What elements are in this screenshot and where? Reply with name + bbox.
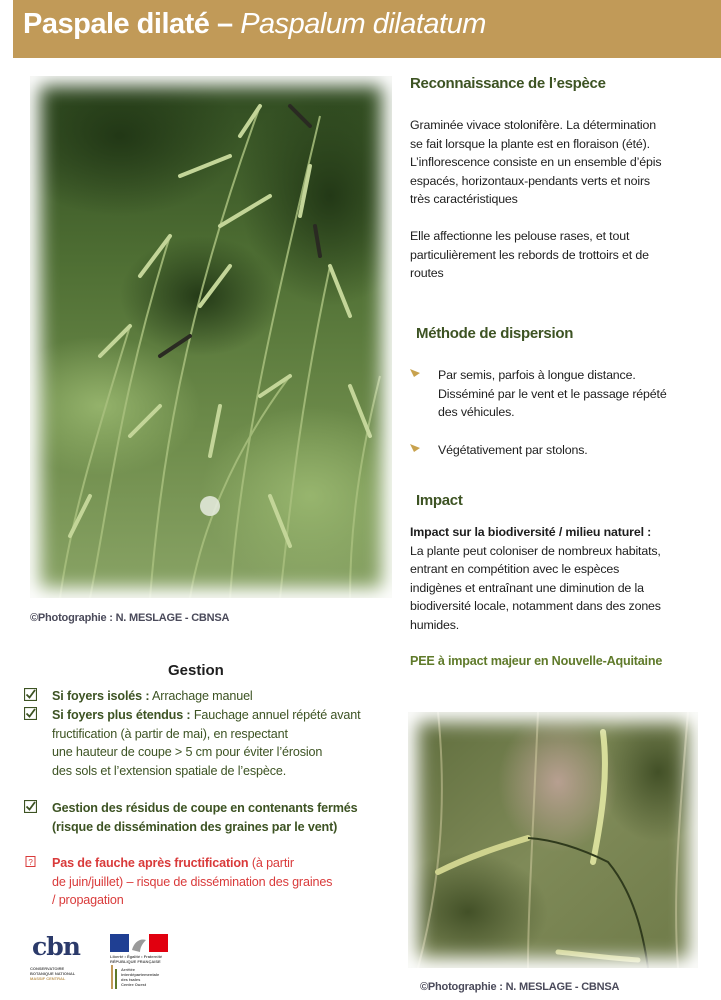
page-header	[13, 0, 721, 58]
cbn-logo-line: CONSERVATOIRE	[30, 966, 65, 971]
gestion-item-4-line: de juin/juillet) – risque de dissémination des graines	[52, 874, 333, 889]
impact-line: humides.	[410, 617, 460, 632]
warning-box-icon	[24, 855, 37, 868]
gestion-item-2-text: Fauchage annuel répété avant	[190, 708, 361, 722]
dispersion-bullet-2	[410, 441, 710, 461]
impact-line: La plante peut coloniser de nombreux habitats,	[410, 543, 661, 558]
plant-photo-detail	[408, 712, 698, 968]
photo-detail-caption: ©Photographie : N. MESLAGE - CBNSA	[420, 981, 620, 993]
leaf-bullet-icon	[410, 444, 420, 452]
gestion-item-1-text: Arrachage manuel	[149, 689, 253, 703]
gestion-item-1-label: Si foyers isolés :	[52, 689, 150, 703]
dispersion-line: Disséminé par le vent et le passage répété	[438, 386, 667, 401]
reconnaissance-line: L’inflorescence consiste en un ensemble d’épis	[410, 155, 662, 169]
cbn-logo-line: MASSIF CENTRAL	[30, 976, 66, 981]
impact-line: biodiversité locale, notamment dans des zones	[410, 599, 661, 613]
common-name: Paspale dilaté –	[23, 8, 233, 40]
plant-photo-main	[30, 76, 392, 598]
gestion-item-2-line: des sols et l’extension spatiale de l’espèce.	[52, 763, 287, 778]
impact-text	[410, 523, 710, 634]
arrete-line: des tsales	[121, 977, 141, 982]
checkbox-checked-icon	[24, 800, 37, 813]
latin-name: Paspalum dilatatum	[240, 8, 486, 40]
cbn-logo-mark: cbn	[32, 932, 80, 961]
plant-photo-detail-image	[408, 712, 698, 968]
impact-subtitle: Impact sur la biodiversité / milieu naturel :	[410, 525, 652, 539]
impact-line: entrant en compétition avec le espèces	[410, 562, 620, 576]
section-heading-dispersion: Méthode de dispersion	[416, 325, 574, 342]
reconnaissance-text-1	[410, 116, 710, 209]
arrete-line: interdépartementale	[121, 972, 160, 977]
reconnaissance-line: espacés, horizontaux-pendants verts et noirs	[410, 173, 650, 188]
plant-photo-main-image	[30, 76, 392, 598]
gestion-item-2-line: fructification (à partir de mai), en respectant	[52, 726, 288, 741]
checkbox-checked-icon	[24, 707, 37, 720]
dispersion-line: des véhicules.	[438, 405, 515, 419]
arrete-logo-icon	[110, 965, 120, 989]
arrete-line: Arrêtée	[121, 967, 136, 972]
reconnaissance-line: très caractéristiques	[410, 192, 518, 206]
checkbox-checked-icon	[24, 688, 37, 701]
section-heading-reconnaissance: Reconnaissance de l’espèce	[410, 75, 606, 92]
republique-line: Liberté • Égalité • Fraternité	[110, 954, 163, 959]
leaf-bullet-icon	[410, 369, 420, 377]
dispersion-line: Par semis, parfois à longue distance.	[438, 368, 636, 382]
impact-line: indigènes et entraînant une diminution de la	[410, 580, 644, 595]
section-heading-impact: Impact	[416, 492, 463, 509]
gestion-item-3-line: (risque de dissémination des graines par le vent)	[52, 819, 338, 834]
reconnaissance-text-2	[410, 227, 710, 283]
reconnaissance-line: se fait lorsque la plante est en floraison (été).	[410, 136, 650, 151]
gestion-item-4-text: (à partir	[248, 856, 294, 870]
marianne-flag-icon	[110, 934, 168, 952]
cbn-logo	[30, 932, 92, 988]
reconnaissance-line: routes	[410, 266, 444, 280]
gestion-item-3-line: Gestion des résidus de coupe en contenants fermés	[52, 801, 358, 815]
arrete-line: Centre Ouest	[121, 982, 147, 987]
dispersion-bullet-1	[410, 366, 710, 426]
gestion-item-1	[24, 687, 384, 707]
gestion-item-4-line: / propagation	[52, 893, 124, 907]
major-impact-label: PEE à impact majeur en Nouvelle-Aquitaine	[410, 654, 663, 668]
svg-text:?: ?	[28, 858, 33, 867]
gestion-item-2-line: une hauteur de coupe > 5 cm pour éviter l’érosion	[52, 745, 323, 759]
dispersion-line: Végétativement par stolons.	[438, 443, 588, 457]
gestion-item-4-label: Pas de fauche après fructification	[52, 856, 249, 870]
gestion-item-4	[24, 854, 384, 912]
page-title	[23, 8, 486, 41]
gestion-item-2	[24, 706, 384, 782]
republique-line: RÉPUBLIQUE FRANÇAISE	[110, 959, 161, 964]
cbn-logo-line: BOTANIQUE NATIONAL	[30, 971, 76, 976]
reconnaissance-line: particulièrement les rebords de trottoirs et de	[410, 247, 649, 262]
gestion-item-2-label: Si foyers plus étendus :	[52, 708, 191, 722]
photo-main-caption: ©Photographie : N. MESLAGE - CBNSA	[30, 612, 230, 624]
reconnaissance-line: Graminée vivace stolonifère. La détermination	[410, 118, 657, 132]
republique-francaise-logo	[110, 934, 168, 990]
reconnaissance-line: Elle affectionne les pelouse rases, et tout	[410, 229, 630, 243]
gestion-item-3	[24, 799, 384, 839]
section-heading-gestion: Gestion	[168, 662, 224, 679]
